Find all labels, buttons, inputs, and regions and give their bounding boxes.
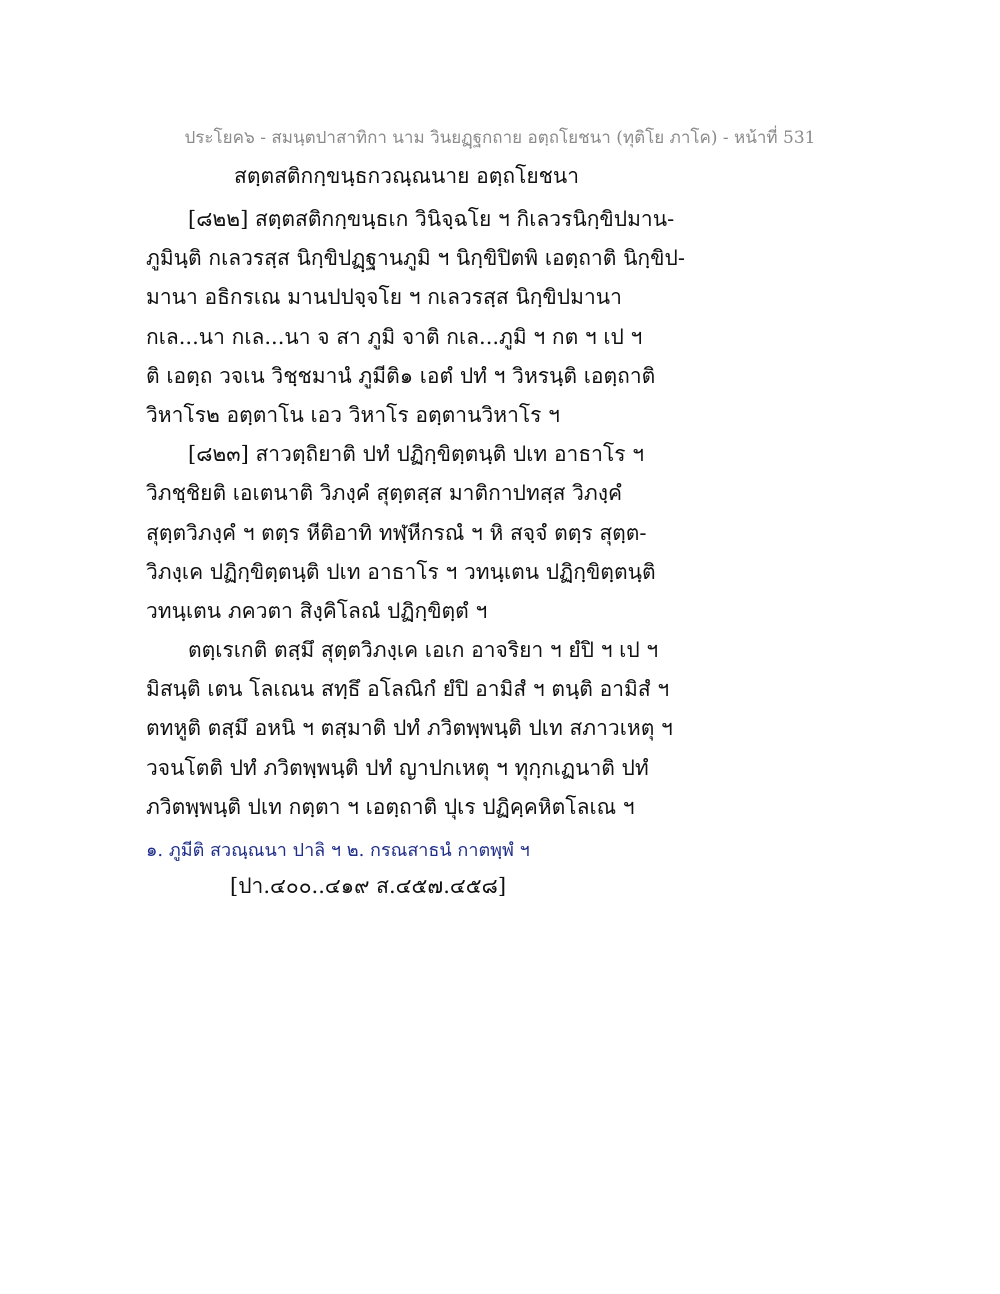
text-line: วทนฺเตน ภควตา สิงฺคิโลณํ ปฏิกฺขิตฺตํ ฯ	[146, 598, 488, 623]
text-line: ตทหูติ ตสฺมึ อหนิ ฯ ตสฺมาติ ปทํ ภวิตพฺพนฺติ ปเท สภาวเหตุ ฯ	[146, 716, 673, 741]
text-line: มิสนฺติ เตน โลเณน สทฺธึ อโลณิกํ ยํปิ อามิสํ ฯ ตนฺติ อามิสํ ฯ	[146, 677, 670, 702]
text-line: ติ เอตฺถ วจเน วิชฺชมานํ ภูมีติ๑ เอตํ ปทํ ฯ วิหรนฺติ เอตฺถาติ	[146, 363, 656, 388]
running-header: ประโยค๖ - สมนฺตปาสาทิกา นาม วินยฏฺฐกถาย อตฺถโยชนา (ทุติโย ภาโค) - หน้าที่ 531	[184, 128, 816, 148]
text-line: กเล...นา กเล...นา จ สา ภูมิ จาติ กเล...ภูมิ ฯ กต ฯ เป ฯ	[146, 324, 643, 349]
text-line: ภวิตพฺพนฺติ ปเท กตฺตา ฯ เอตฺถาติ ปุเร ปฏิคฺคหิตโลเณ ฯ	[146, 794, 635, 819]
text-line: วิภงฺเค ปฏิกฺขิตฺตนฺติ ปเท อาธาโร ฯ วทนฺเตน ปฏิกฺขิตฺตนฺติ	[146, 559, 656, 584]
text-line: มานา อธิกรเณ มานปปจฺจโย ฯ กเลวรสฺส นิกฺขิปมานา	[146, 285, 622, 310]
footnote: ๑. ภูมีติ สวณฺณนา ปาลิ ฯ ๒. กรณสาธนํ กาตพฺพํ ฯ	[146, 840, 530, 861]
section-title: สตฺตสติกกฺขนฺธกวณฺณนาย อตฺถโยชนา	[234, 164, 580, 188]
text-line: สุตฺตวิภงฺคํ ฯ ตตฺร หีติอาทิ ทฬฺหีกรณํ ฯ หิ สจฺจํ ตตฺร สุตฺต-	[146, 520, 647, 545]
text-line: วจนโตติ ปทํ ภวิตพฺพนฺติ ปทํ ญาปกเหตุ ฯ ทุกฺกเฏนาติ ปทํ	[146, 755, 649, 780]
text-line: [๘๒๒] สตฺตสติกกฺขนฺธเก วินิจฺฉโย ฯ กิเลวรนิกฺขิปมาน-	[188, 207, 675, 231]
text-line: ตตฺเรเกติ ตสฺมึ สุตฺตวิภงฺเค เอเก อาจริยา ฯ ยํปิ ฯ เป ฯ	[188, 638, 659, 663]
text-line: ภูมินฺติ กเลวรสฺส นิกฺขิปฏฺฐานภูมิ ฯ นิกฺขิปิตพิ เอตฺถาติ นิกฺขิป-	[146, 246, 685, 271]
page-reference: [ปา.๔๐๐..๔๑๙ ส.๔๕๗.๔๕๘]	[230, 874, 507, 898]
body-text	[146, 200, 866, 827]
text-line: วิหาโร๒ อตฺตาโน เอว วิหาโร อตฺตานวิหาโร ฯ	[146, 402, 560, 427]
text-line: วิภชฺชิยติ เอเตนาติ วิภงฺคํ สุตฺตสฺส มาติกาปทสฺส วิภงฺคํ	[146, 481, 623, 506]
text-line: [๘๒๓] สาวตฺถิยาติ ปทํ ปฏิกฺขิตฺตนฺติ ปเท อาธาโร ฯ	[188, 442, 644, 467]
